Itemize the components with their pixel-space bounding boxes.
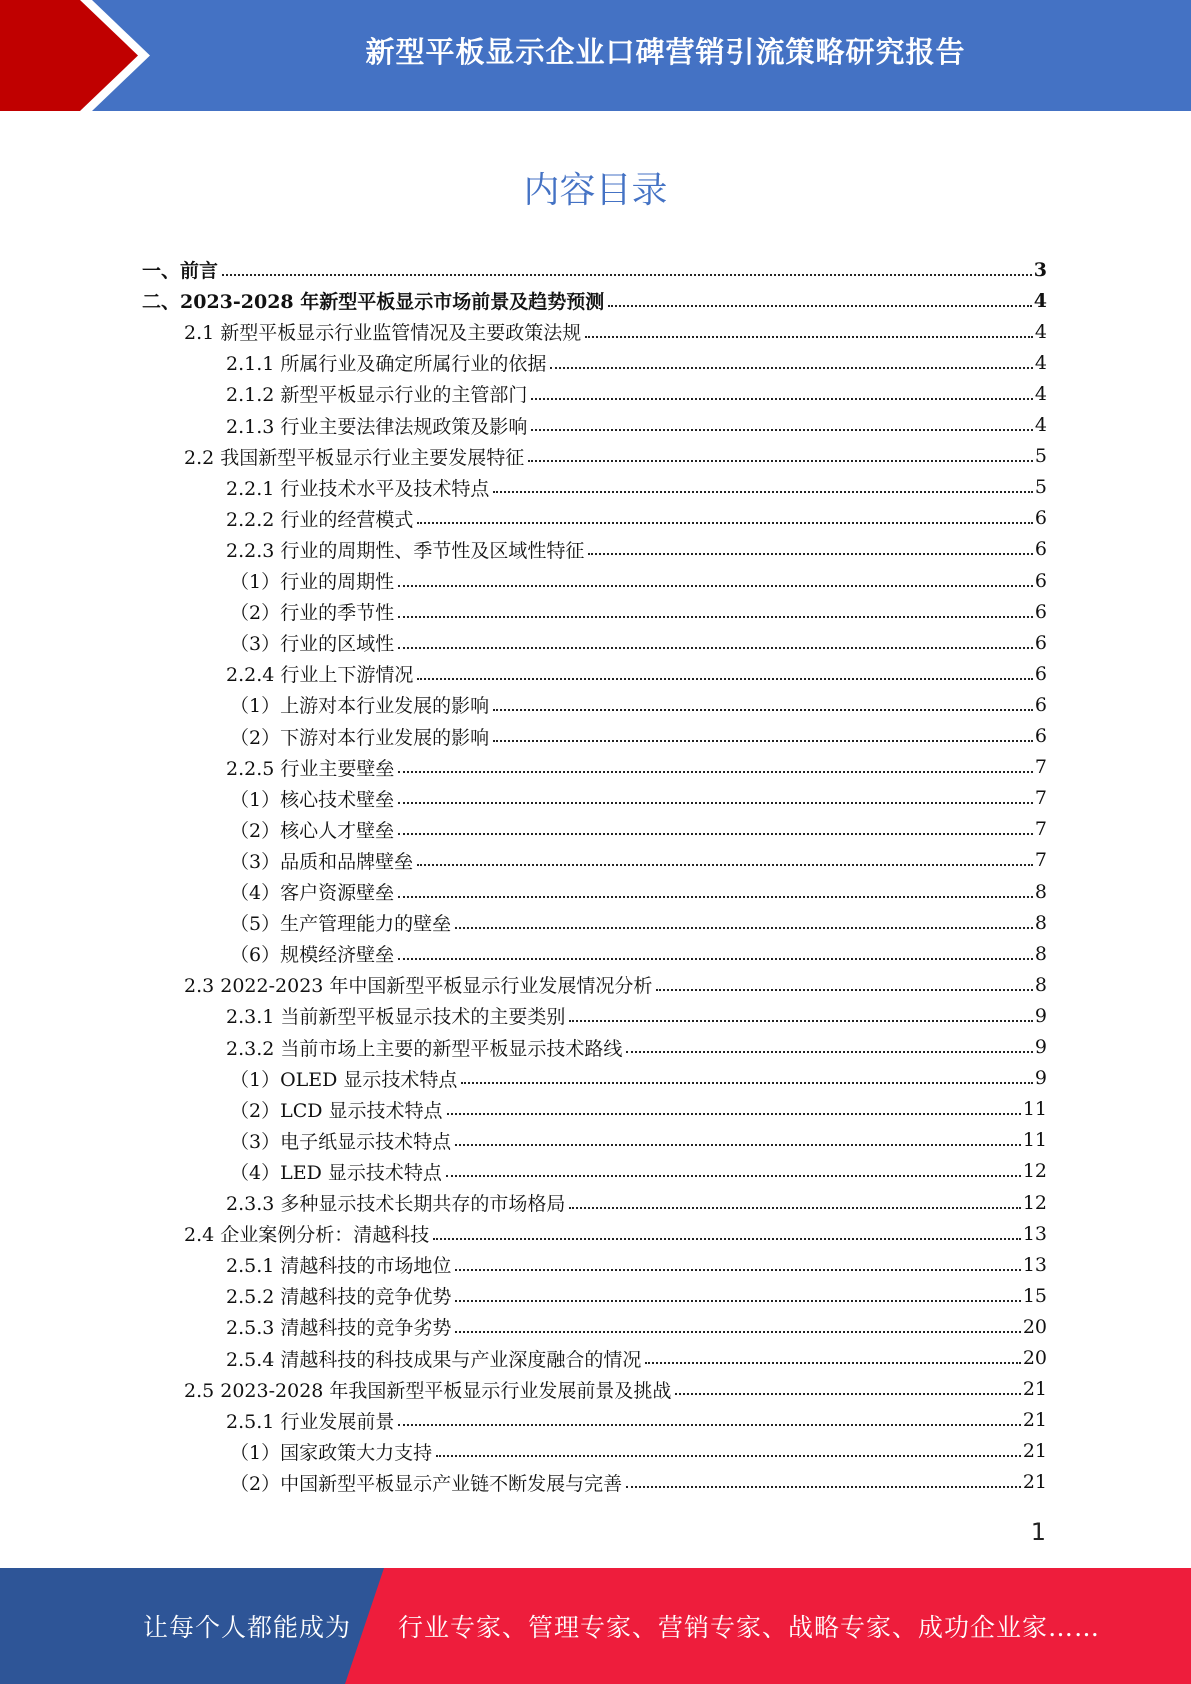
- toc-entry-page: 7: [1034, 849, 1047, 872]
- toc-entry-page: 21: [1022, 1409, 1047, 1432]
- toc-entry-page: 13: [1022, 1253, 1047, 1276]
- toc-entry-label: 2.3.3 多种显示技术长期共存的市场格局: [226, 1193, 566, 1215]
- toc-entry[interactable]: [0, 441, 1191, 472]
- toc-entry-label: （2）LCD 显示技术特点: [230, 1099, 443, 1122]
- toc-entry-page: 8: [1034, 880, 1047, 903]
- toc-entry-page: 7: [1034, 818, 1047, 841]
- toc-entry[interactable]: [0, 1249, 1191, 1280]
- dot-leader: [455, 927, 1033, 929]
- toc-entry-label: 2.3.1 当前新型平板显示技术的主要类别: [226, 1006, 566, 1029]
- toc-entry-label: （2）中国新型平板显示产业链不断发展与完善: [230, 1472, 623, 1495]
- dot-leader: [417, 864, 1033, 866]
- toc-entry-page: 11: [1022, 1129, 1047, 1152]
- toc-entry-label: 2.1.1 所属行业及确定所属行业的依据: [226, 353, 547, 376]
- toc-entry-label: （3）电子纸显示技术特点: [230, 1130, 452, 1153]
- toc-entry[interactable]: [0, 1280, 1191, 1311]
- toc-entry-page: 7: [1034, 756, 1047, 779]
- dot-leader: [455, 1300, 1020, 1302]
- toc-entry-page: 6: [1034, 569, 1047, 592]
- toc-entry-label: （1）上游对本行业发展的影响: [230, 695, 490, 718]
- dot-leader: [417, 522, 1033, 524]
- toc-entry[interactable]: [0, 1467, 1191, 1498]
- toc-entry[interactable]: [0, 1311, 1191, 1342]
- toc-entry-label: 2.2.2 行业的经营模式: [226, 508, 414, 531]
- dot-leader: [528, 460, 1033, 462]
- toc-entry-page: 12: [1022, 1191, 1047, 1214]
- toc-entry-label: （1）行业的周期性: [230, 571, 395, 593]
- dot-leader: [493, 709, 1033, 711]
- toc-entry-page: 5: [1034, 476, 1047, 499]
- toc-entry-page: 9: [1034, 1067, 1047, 1090]
- dot-leader: [626, 1486, 1021, 1488]
- toc-entry[interactable]: [0, 845, 1191, 876]
- toc-entry-label: 一、前言: [142, 260, 219, 282]
- toc-entry-label: （1）OLED 显示技术特点: [230, 1068, 458, 1091]
- toc-entry-page: 4: [1034, 414, 1047, 436]
- toc-entry[interactable]: [0, 969, 1191, 1000]
- page-number: 1: [1030, 1518, 1046, 1546]
- toc-entry[interactable]: [0, 565, 1191, 596]
- toc-entry-page: 21: [1022, 1471, 1047, 1494]
- toc-title: 内容目录: [523, 170, 668, 211]
- dot-leader: [588, 553, 1033, 555]
- toc-entry-page: 20: [1022, 1347, 1047, 1369]
- toc-entry-page: 9: [1034, 1036, 1047, 1058]
- header-band: [0, 0, 1191, 111]
- toc-entry-label: （1）核心技术壁垒: [230, 788, 395, 811]
- dot-leader: [398, 647, 1033, 649]
- toc-entry-page: 6: [1034, 600, 1047, 623]
- red-chevron-icon: [0, 0, 160, 111]
- dot-leader: [626, 1051, 1033, 1053]
- dot-leader: [531, 398, 1033, 400]
- toc-entry-label: 2.1.3 行业主要法律法规政策及影响: [226, 415, 528, 438]
- toc-entry-page: 4: [1034, 320, 1047, 343]
- dot-leader: [398, 771, 1033, 773]
- dot-leader: [447, 1113, 1021, 1115]
- toc-entry-label: 二、2023-2028 年新型平板显示市场前景及趋势预测: [142, 291, 605, 314]
- toc-entry-label: 2.3 2022-2023 年中国新型平板显示行业发展情况分析: [184, 975, 653, 998]
- dot-leader: [569, 1207, 1020, 1209]
- toc-entry-page: 6: [1034, 725, 1047, 747]
- toc-entry[interactable]: [0, 1032, 1191, 1063]
- dot-leader: [222, 274, 1032, 276]
- toc-entry[interactable]: [0, 627, 1191, 658]
- toc-entry-page: 20: [1022, 1315, 1047, 1338]
- toc-entry-label: 2.2.4 行业上下游情况: [226, 664, 414, 687]
- toc-entry-label: 2.5.1 行业发展前景: [226, 1410, 395, 1433]
- dot-leader: [455, 1144, 1021, 1146]
- dot-leader: [398, 1424, 1020, 1426]
- dot-leader: [461, 1082, 1032, 1084]
- toc-entry[interactable]: [0, 1405, 1191, 1436]
- dot-leader: [550, 367, 1033, 369]
- toc-entry-label: 2.5.3 清越科技的竞争劣势: [226, 1317, 452, 1340]
- toc-entry[interactable]: [0, 752, 1191, 783]
- toc-entry-page: 21: [1022, 1378, 1047, 1401]
- toc-entry-label: 2.1 新型平板显示行业监管情况及主要政策法规: [184, 322, 582, 345]
- dot-leader: [398, 802, 1033, 804]
- toc-entry-page: 11: [1022, 1098, 1047, 1121]
- toc-entry-page: 4: [1033, 289, 1047, 312]
- footer-band: [0, 1568, 1191, 1684]
- dot-leader: [569, 1020, 1033, 1022]
- toc-entry[interactable]: [0, 285, 1191, 316]
- toc-entry-page: 8: [1034, 942, 1047, 965]
- dot-leader: [656, 989, 1032, 991]
- footer-slogan-right: 行业专家、管理专家、营销专家、战略专家、成功企业家……: [398, 1613, 1101, 1642]
- toc-entry-label: 2.2.3 行业的周期性、季节性及区域性特征: [226, 539, 585, 562]
- dot-leader: [398, 833, 1033, 835]
- report-title: 新型平板显示企业口碑营销引流策略研究报告: [365, 34, 966, 69]
- toc-entry[interactable]: [0, 254, 1191, 285]
- toc-entry[interactable]: [0, 316, 1191, 347]
- toc-entry-label: 2.2 我国新型平板显示行业主要发展特征: [184, 446, 525, 469]
- toc-entry-label: 2.4 企业案例分析：清越科技: [184, 1224, 430, 1247]
- dot-leader: [433, 1238, 1021, 1240]
- toc-entry[interactable]: [0, 783, 1191, 814]
- toc-entry[interactable]: [0, 689, 1191, 720]
- toc-entry[interactable]: [0, 472, 1191, 503]
- toc-entry-page: 6: [1034, 507, 1047, 530]
- toc-entry[interactable]: [0, 814, 1191, 845]
- dot-leader: [446, 1175, 1021, 1177]
- toc-entry[interactable]: [0, 1374, 1191, 1405]
- toc-entry-label: 2.5 2023-2028 年我国新型平板显示行业发展前景及挑战: [184, 1379, 672, 1402]
- toc-entry[interactable]: [0, 534, 1191, 565]
- dot-leader: [645, 1362, 1020, 1364]
- footer-slogan-left: 让每个人都能成为: [143, 1613, 352, 1642]
- dot-leader: [436, 1455, 1021, 1457]
- toc-entry-page: 6: [1034, 662, 1047, 685]
- toc-entry-page: 6: [1034, 693, 1047, 716]
- dot-leader: [398, 585, 1033, 587]
- dot-leader: [398, 958, 1033, 960]
- toc-entry-page: 6: [1034, 631, 1047, 654]
- toc-entry-label: （3）品质和品牌壁垒: [230, 850, 414, 873]
- toc-entry[interactable]: [0, 1125, 1191, 1156]
- toc-entry-label: （2）行业的季节性: [230, 602, 395, 625]
- dot-leader: [455, 1269, 1020, 1271]
- toc-entry-page: 4: [1034, 351, 1047, 374]
- toc-entry-page: 9: [1034, 1004, 1047, 1027]
- dot-leader: [493, 740, 1033, 742]
- dot-leader: [398, 896, 1033, 898]
- toc-entry[interactable]: [0, 410, 1191, 441]
- toc-entry-page: 13: [1022, 1222, 1047, 1245]
- toc-entry-label: 2.2.1 行业技术水平及技术特点: [226, 477, 490, 500]
- toc-entry-label: （6）规模经济壁垒: [230, 944, 395, 967]
- toc-entry-label: 2.2.5 行业主要壁垒: [226, 757, 395, 780]
- toc-entry[interactable]: [0, 347, 1191, 378]
- toc-entry[interactable]: [0, 378, 1191, 409]
- toc-entry[interactable]: [0, 1063, 1191, 1094]
- toc-entry[interactable]: [0, 907, 1191, 938]
- toc-entry-page: 21: [1022, 1440, 1047, 1463]
- dot-leader: [398, 616, 1033, 618]
- toc-entry[interactable]: [0, 938, 1191, 969]
- toc-entry[interactable]: [0, 876, 1191, 907]
- toc-entry-page: 8: [1034, 911, 1047, 934]
- toc-entry[interactable]: [0, 1187, 1191, 1218]
- toc-entry-label: 2.1.2 新型平板显示行业的主管部门: [226, 384, 528, 407]
- toc-entry[interactable]: [0, 1343, 1191, 1374]
- toc-entry[interactable]: [0, 1436, 1191, 1467]
- toc-entry-page: 4: [1034, 382, 1047, 405]
- toc-entry[interactable]: [0, 1218, 1191, 1249]
- dot-leader: [531, 429, 1033, 431]
- dot-leader: [585, 336, 1033, 338]
- toc-entry[interactable]: [0, 1156, 1191, 1187]
- toc-entry-page: 15: [1022, 1284, 1047, 1307]
- toc-entry-page: 12: [1022, 1160, 1047, 1183]
- toc-entry[interactable]: [0, 1000, 1191, 1031]
- dot-leader: [417, 678, 1033, 680]
- toc-entry-label: 2.5.4 清越科技的科技成果与产业深度融合的情况: [226, 1348, 642, 1371]
- toc-entry-label: 2.5.1 清越科技的市场地位: [226, 1255, 452, 1278]
- toc-entry[interactable]: [0, 658, 1191, 689]
- toc-entry-page: 5: [1034, 445, 1047, 468]
- toc-entry-label: （2）核心人才壁垒: [230, 819, 395, 842]
- toc-entry-label: （3）行业的区域性: [230, 633, 395, 656]
- toc-entry-page: 7: [1034, 787, 1047, 810]
- toc-entry[interactable]: [0, 503, 1191, 534]
- toc-entry-label: （4）LED 显示技术特点: [230, 1161, 442, 1184]
- toc-entry[interactable]: [0, 721, 1191, 752]
- toc-entry-label: 2.5.2 清越科技的竞争优势: [226, 1286, 452, 1309]
- toc-entry[interactable]: [0, 596, 1191, 627]
- toc-entry-label: （2）下游对本行业发展的影响: [230, 726, 490, 749]
- toc-entry-page: 8: [1034, 973, 1047, 996]
- toc-entry-label: 2.3.2 当前市场上主要的新型平板显示技术路线: [226, 1037, 623, 1060]
- toc-entry-page: 6: [1034, 538, 1047, 561]
- toc-entry-label: （5）生产管理能力的壁垒: [230, 913, 452, 936]
- toc-entry-label: （1）国家政策大力支持: [230, 1441, 433, 1464]
- dot-leader: [675, 1393, 1020, 1395]
- toc-entry-label: （4）客户资源壁垒: [230, 882, 395, 904]
- dot-leader: [493, 491, 1033, 493]
- dot-leader: [455, 1331, 1020, 1333]
- dot-leader: [608, 305, 1032, 307]
- toc-entry-page: 3: [1033, 258, 1047, 281]
- toc-entry[interactable]: [0, 1094, 1191, 1125]
